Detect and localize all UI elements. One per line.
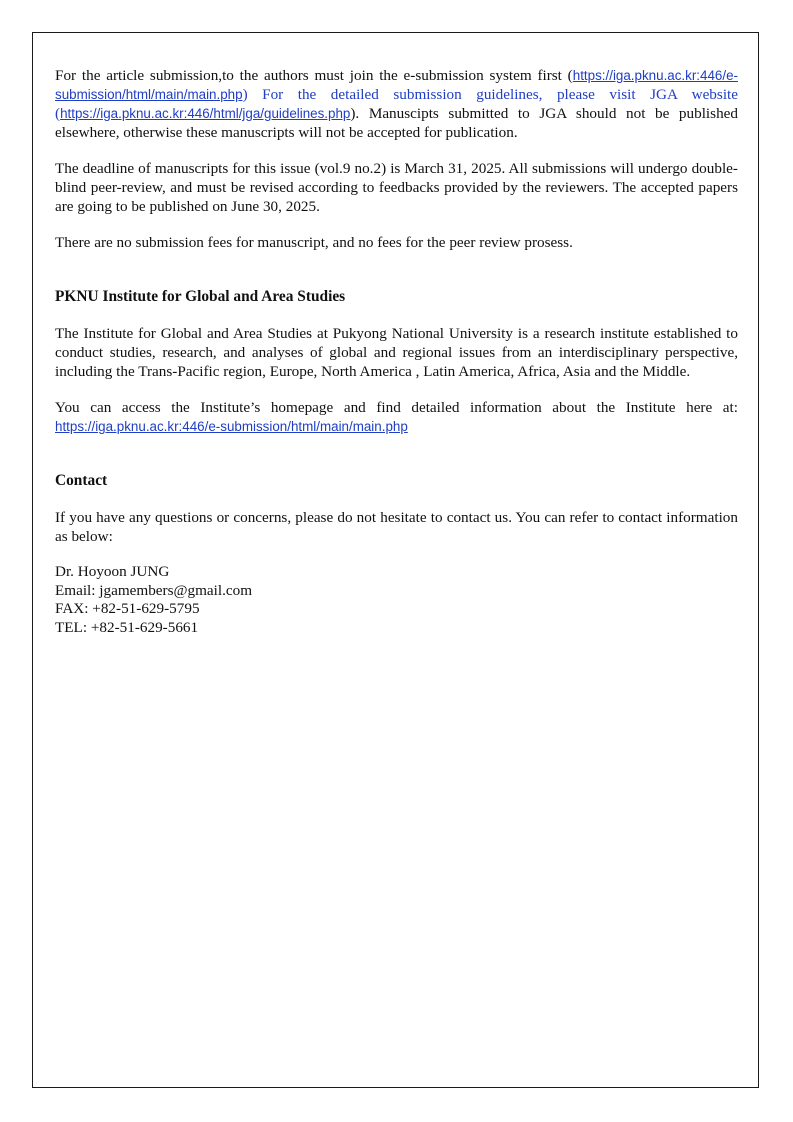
contact-tel: TEL: +82-51-629-5661	[55, 618, 199, 636]
contact-intro: If you have any questions or concerns, please do not hesitate to contact us. You can refer to contact information as below:	[55, 509, 738, 545]
document-body	[55, 66, 738, 637]
submission-paragraph	[55, 66, 738, 142]
guidelines-link[interactable]: https://iga.pknu.ac.kr:446/html/jga/guidelines.php	[60, 106, 351, 121]
homepage-text: You can access the Institute’s homepage and find detailed information about the Institute here at:	[55, 399, 738, 416]
institute-heading: PKNU Institute for Global and Area Studies	[55, 288, 346, 305]
contact-info	[55, 563, 738, 637]
homepage-paragraph	[55, 398, 738, 436]
e-submission-link[interactable]: https://iga.pknu.ac.kr:446/e-submission/html/main/main.php	[55, 68, 738, 102]
submission-text-a: For the article submission,to the authors must join the e-submission system first (	[55, 67, 573, 84]
institute-description: The Institute for Global and Area Studies at Pukyong National University is a research institute established to conduct studies, research, and analyses of global and regional issues from an interdisciplinary perspective, including the Trans-Pacific region, Europe, North America , Latin America, Africa, Asia and the Middle.	[55, 325, 738, 380]
contact-heading: Contact	[55, 472, 108, 489]
homepage-link[interactable]: https://iga.pknu.ac.kr:446/e-submission/html/main/main.php	[55, 419, 408, 434]
contact-email: Email: jgamembers@gmail.com	[55, 581, 253, 599]
fees-paragraph: There are no submission fees for manuscript, and no fees for the peer review prosess.	[55, 234, 573, 251]
submission-text-b: ) For the detailed submission guidelines, please visit JGA website (	[55, 86, 738, 122]
submission-text-c: ). Manuscipts submitted to JGA should not be published elsewhere, otherwise these manuscripts will not be accepted for publication.	[55, 105, 738, 141]
contact-fax: FAX: +82-51-629-5795	[55, 600, 200, 617]
deadline-paragraph: The deadline of manuscripts for this issue (vol.9 no.2) is March 31, 2025. All submissions will undergo double-blind peer-review, and must be revised according to feedbacks provided by the reviewers. The accepted papers are going to be published on June 30, 2025.	[55, 160, 738, 215]
contact-name: Dr. Hoyoon JUNG	[55, 563, 170, 580]
